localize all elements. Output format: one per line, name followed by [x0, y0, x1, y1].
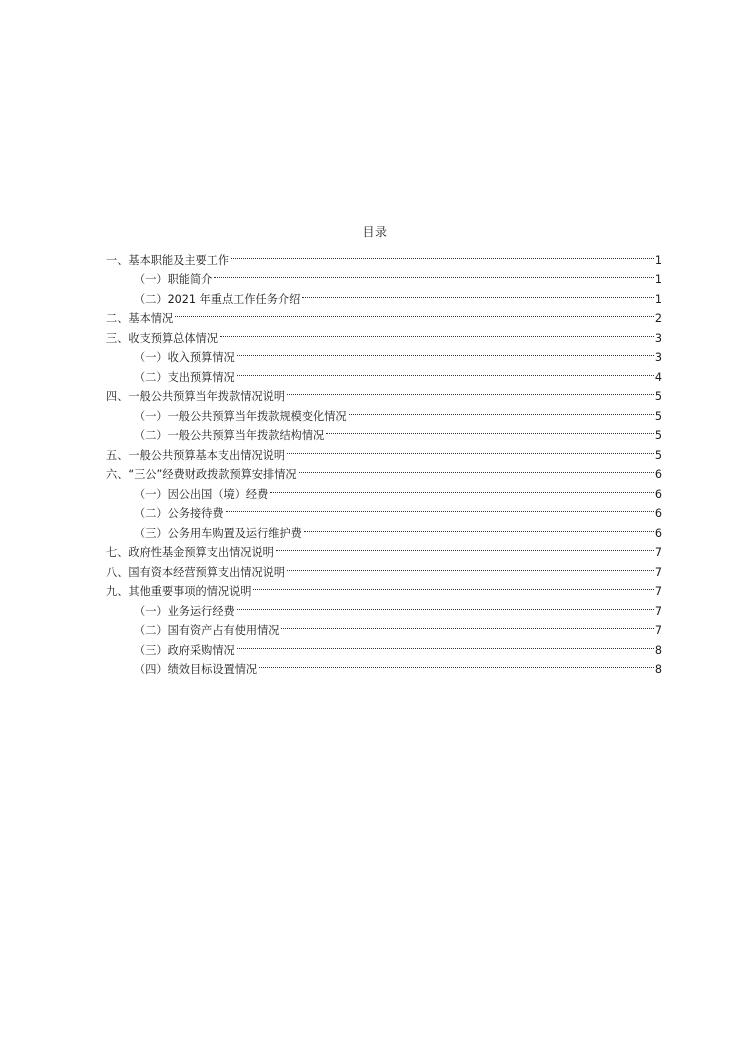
toc-entry-page-number: 7	[654, 624, 662, 637]
toc-entry-label: （二）2021 年重点工作任务介绍	[134, 292, 301, 306]
toc-entry[interactable]	[106, 303, 662, 323]
toc-dot-leader	[237, 595, 654, 615]
toc-dot-leader	[287, 556, 654, 576]
toc-entry-label: （二）国有资产占有使用情况	[134, 624, 280, 637]
toc-entry-page-number: 6	[654, 507, 662, 520]
toc-dot-leader	[326, 420, 654, 440]
toc-entry-page-number: 1	[654, 253, 662, 267]
toc-dot-leader	[270, 478, 654, 498]
toc-entry-page-number: 5	[654, 390, 662, 403]
toc-entry-page-number: 7	[654, 546, 662, 559]
toc-dot-leader	[214, 264, 654, 284]
toc-entry-page-number: 7	[654, 604, 662, 618]
toc-entry-page-number: 5	[654, 448, 662, 462]
toc-entry-label: （二）支出预算情况	[134, 370, 235, 384]
toc-entry-page-number: 1	[654, 292, 662, 306]
toc-entry-page-number: 8	[654, 643, 662, 657]
table-of-contents	[106, 244, 662, 676]
toc-entry-label: （二）一般公共预算当年拨款结构情况	[134, 429, 325, 442]
toc-dot-leader	[259, 654, 654, 674]
toc-dot-leader	[237, 342, 654, 362]
toc-entry-label: （三）公务用车购置及运行维护费	[134, 526, 302, 540]
toc-dot-leader	[302, 283, 654, 303]
toc-entry-page-number: 7	[654, 565, 662, 579]
toc-dot-leader	[237, 634, 654, 654]
toc-dot-leader	[287, 439, 654, 459]
toc-entry-page-number: 2	[654, 312, 662, 325]
toc-entry-label: 三、收支预算总体情况	[106, 331, 218, 345]
toc-dot-leader	[220, 322, 654, 342]
toc-dot-leader	[237, 361, 654, 381]
toc-entry-page-number: 3	[654, 331, 662, 345]
toc-dot-leader	[281, 615, 653, 635]
toc-dot-leader	[349, 400, 654, 420]
toc-entry-label: 九、其他重要事项的情况说明	[106, 585, 252, 598]
toc-entry-page-number: 1	[654, 273, 662, 286]
toc-title: 目录	[362, 225, 388, 239]
toc-entry[interactable]	[106, 244, 662, 267]
toc-dot-leader	[304, 517, 654, 537]
toc-entry-label: 六、“三公”经费财政拨款预算安排情况	[106, 468, 297, 481]
toc-entry-label: 八、国有资本经营预算支出情况说明	[106, 565, 286, 579]
toc-entry-page-number: 5	[654, 429, 662, 442]
toc-entry-page-number: 6	[654, 468, 662, 481]
toc-entry-label: （三）政府采购情况	[134, 643, 235, 657]
toc-entry-label: （一）因公出国（境）经费	[134, 487, 269, 501]
toc-dot-leader	[253, 576, 653, 596]
toc-entry[interactable]	[106, 322, 662, 345]
toc-dot-leader	[299, 459, 654, 479]
toc-entry-label: 七、政府性基金预算支出情况说明	[106, 546, 274, 559]
toc-entry-label: （一）收入预算情况	[134, 351, 235, 364]
toc-entry-label: （四）绩效目标设置情况	[134, 663, 258, 676]
toc-entry-label: 五、一般公共预算基本支出情况说明	[106, 448, 286, 462]
toc-entry-label: （一）一般公共预算当年拨款规模变化情况	[134, 409, 347, 423]
toc-entry-label: 四、一般公共预算当年拨款情况说明	[106, 390, 286, 403]
toc-entry-label: （二）公务接待费	[134, 507, 224, 520]
toc-dot-leader	[226, 498, 654, 518]
toc-entry-label: 二、基本情况	[106, 312, 174, 325]
toc-dot-leader	[287, 381, 654, 401]
toc-entry-page-number: 7	[654, 585, 662, 598]
toc-entry-label: 一、基本职能及主要工作	[106, 253, 230, 267]
toc-entry-page-number: 6	[654, 526, 662, 540]
toc-entry-page-number: 4	[654, 370, 662, 384]
toc-entry-label: （一）职能简介	[134, 273, 213, 286]
toc-entry-page-number: 5	[654, 409, 662, 423]
toc-dot-leader	[276, 537, 654, 557]
toc-entry-page-number: 6	[654, 487, 662, 501]
toc-entry-page-number: 3	[654, 351, 662, 364]
toc-dot-leader	[175, 303, 654, 323]
toc-entry-label: （一）业务运行经费	[134, 604, 235, 618]
toc-dot-leader	[231, 244, 654, 264]
toc-entry-page-number: 8	[654, 663, 662, 676]
